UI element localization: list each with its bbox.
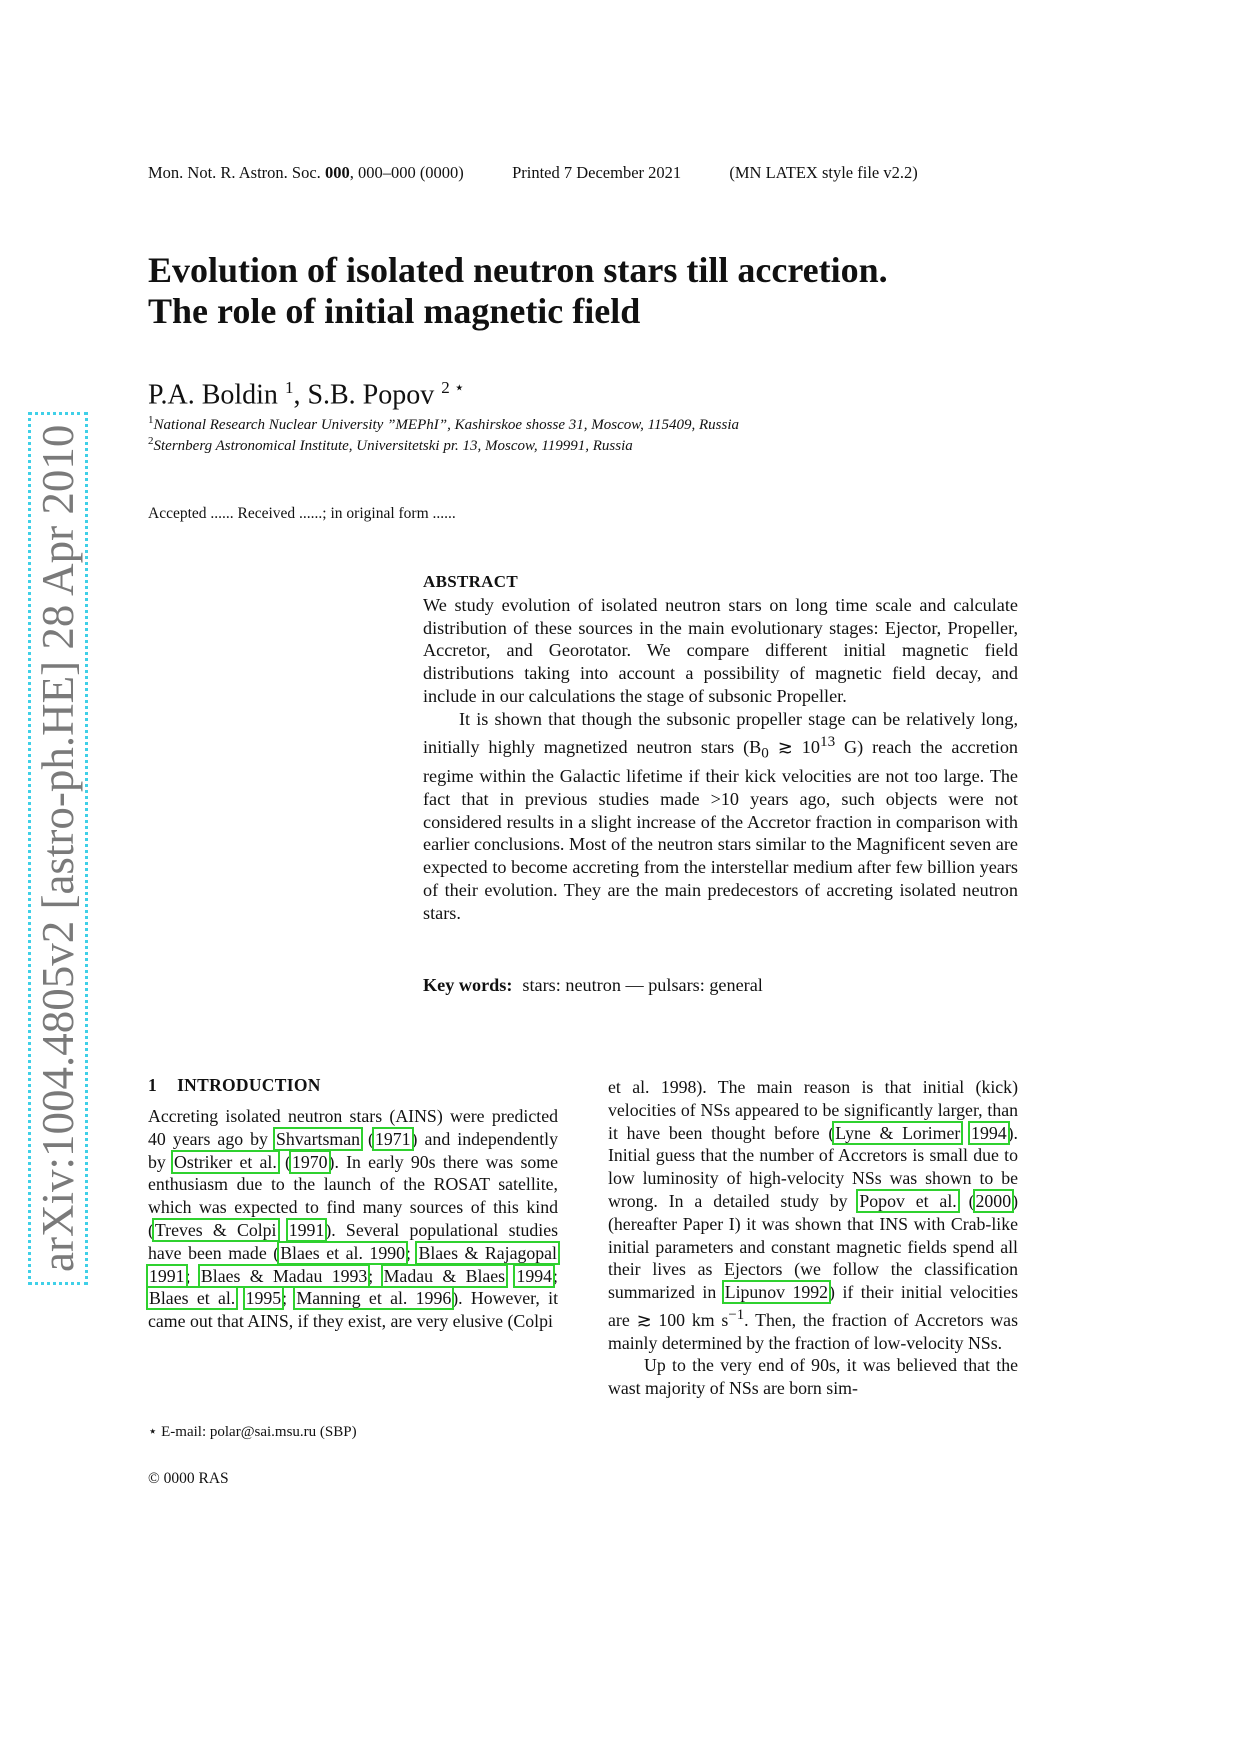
column-right xyxy=(608,1076,1018,1400)
citation-link[interactable]: Blaes & Madau 1993 xyxy=(200,1265,368,1286)
intro-paragraph-1-cont: et al. 1998). The main reason is that initial (kick) velocities of NSs appeared to be significantly larger, than it have been thought before (Lyne & Lorimer 1994). Initial guess that the number of Accretors is small due to low luminosity of high-velocity NSs was shown to be wrong. In a detailed study by Popov et al. (2000) (hereafter Paper I) it was shown that INS with Crab-like initial parameters and constant magnetic fields spend all their lives as Ejectors (we follow the classification summarized in Lipunov 1992) if their initial velocities are ≳ 100 km $s^{-1}$. Then, the fraction of Accretors was mainly determined by the fraction of low-velocity NSs. xyxy=(608,1077,1018,1353)
style-file: (MN LATEX style file v2.2) xyxy=(729,163,918,182)
author-list: P.A. Boldin $^1$, S.B. Popov $^{2 ⋆}$ xyxy=(148,378,465,411)
abstract-heading: ABSTRACT xyxy=(423,572,518,591)
citation-link[interactable]: 1971 xyxy=(374,1128,411,1149)
footnote-email: E-mail: polar@sai.msu.ru (SBP) xyxy=(157,1424,357,1440)
citation-link[interactable]: 1994 xyxy=(516,1265,553,1286)
citation-link[interactable]: Blaes & Rajagopal xyxy=(418,1242,557,1263)
affiliation-2: $^2$Sternberg Astronomical Institute, Universitetski pr. 13, Moscow, 119991, Russia xyxy=(148,435,633,454)
abstract xyxy=(423,571,1018,925)
citation-link[interactable]: Ostriker et al. xyxy=(174,1151,277,1172)
author-2-affil: 2 ⋆ xyxy=(441,378,465,397)
received-dates: Accepted ...... Received ......; in original form ...... xyxy=(148,505,456,522)
citation-link[interactable]: Shvartsman xyxy=(276,1128,360,1149)
citation-link[interactable]: Blaes et al. xyxy=(149,1288,236,1309)
title-line-2: The role of initial magnetic field xyxy=(148,291,641,331)
copyright: © 0000 RAS xyxy=(148,1470,229,1487)
section-title: INTRODUCTION xyxy=(177,1075,321,1095)
author-1: P.A. Boldin xyxy=(148,379,285,411)
citation-link[interactable]: Blaes et al. 1990 xyxy=(280,1242,405,1263)
abstract-paragraph-1: We study evolution of isolated neutron stars on long time scale and calculate distribution of these sources in the main evolutionary stages: Ejector, Propeller, Accretor, and Georotator. We compare different initial magnetic field distributions taking into account a possibility of magnetic field decay, and include in our calculations the stage of subsonic Propeller. xyxy=(423,594,1018,706)
abstract-paragraph-2: It is shown that though the subsonic propeller stage can be relatively long, initially highly magnetized neutron stars ($B_0$ ≳ $10^{13}$ G) reach the accretion regime within the Galactic lifetime if their kick velocities are not too large. The fact that in previous studies made >10 years ago, such objects were not considered results in a slight increase of the Accretor fraction in comparison with earlier conclusions. Most of the neutron stars similar to the Magnificent seven are expected to become accreting from the interstellar medium after few billion years of their evolution. They are the main predecestors of accreting isolated neutron stars. xyxy=(423,708,1019,923)
journal-volume: 000 xyxy=(324,163,350,182)
author-1-affil: 1 xyxy=(284,378,294,397)
citation-link[interactable]: 2000 xyxy=(975,1190,1012,1211)
intro-paragraph-1: Accreting isolated neutron stars (AINS) were predicted 40 years ago by Shvartsman (1971) and independently by Ostriker et al. (1970). In early 90s there was some enthusiasm due to the launch of the ROSAT satellite, which was expected to find many sources of this kind (Treves & Colpi 1991). Several populational studies have been made (Blaes et al. 1990; Blaes & Rajagopal 1991; Blaes & Madau 1993; Madau & Blaes 1994; Blaes et al. 1995; Manning et al. 1996). However, it came out that AINS, if they exist, are very elusive (Colpi xyxy=(148,1106,559,1332)
arxiv-stamp[interactable]: arXiv:1004.4805v2 [astro-ph.HE] 28 Apr 2010 xyxy=(28,412,88,1285)
intro-paragraph-2: Up to the very end of 90s, it was believed that the wast majority of NSs are born sim- xyxy=(608,1355,1018,1399)
title-line-1: Evolution of isolated neutron stars till accretion. xyxy=(148,250,888,290)
footnote-mark: ⋆ xyxy=(148,1424,158,1440)
citation-link[interactable]: 1995 xyxy=(245,1288,282,1309)
citation-link[interactable]: 1991 xyxy=(149,1265,185,1286)
citation-link[interactable]: Madau & Blaes xyxy=(383,1265,506,1286)
citation-link[interactable]: Lyne & Lorimer xyxy=(835,1122,961,1143)
column-left xyxy=(148,1105,558,1333)
footnote xyxy=(148,1422,357,1441)
paper-title xyxy=(148,250,1108,332)
keywords-text: stars: neutron — pulsars: general xyxy=(522,975,763,995)
section-number: 1 xyxy=(148,1075,158,1095)
affiliation-1: $^1$National Research Nuclear University ”MEPhI”, Kashirskoe shosse 31, Moscow, 115409, Russia xyxy=(148,414,740,433)
citation-link[interactable]: Popov et al. xyxy=(859,1190,957,1211)
author-2: S.B. Popov xyxy=(307,379,442,411)
citation-link[interactable]: Treves & Colpi xyxy=(154,1219,277,1240)
citation-link[interactable]: Lipunov 1992 xyxy=(724,1282,829,1303)
citation-link[interactable]: Manning et al. 1996 xyxy=(296,1288,452,1309)
keywords-label: Key words: xyxy=(423,975,513,995)
citation-link[interactable]: 1970 xyxy=(291,1151,328,1172)
printed-date: Printed 7 December 2021 xyxy=(512,163,682,182)
section-heading xyxy=(148,1075,321,1096)
journal-pages: , 000–000 (0000) xyxy=(349,163,464,182)
citation-link[interactable]: 1991 xyxy=(288,1219,325,1240)
citation-link[interactable]: 1994 xyxy=(971,1122,1007,1143)
keywords xyxy=(423,975,763,996)
journal-name: Mon. Not. R. Astron. Soc. xyxy=(148,163,321,182)
running-head xyxy=(148,163,1008,183)
